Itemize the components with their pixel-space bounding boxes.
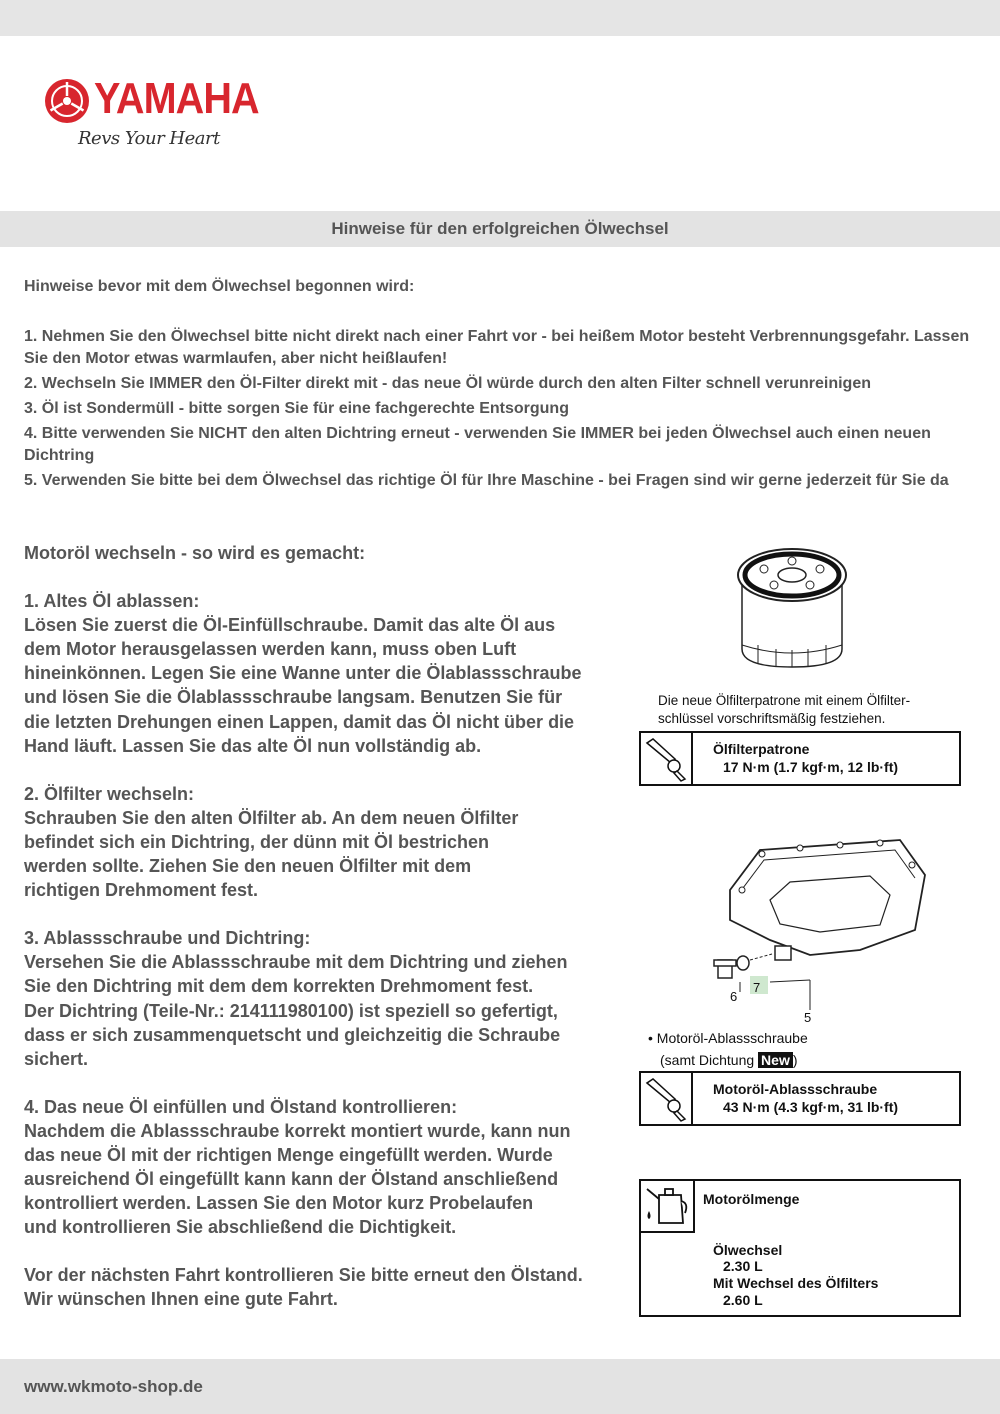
step-body: Lösen Sie zuerst die Öl-Einfüllschraube. Damit das alte Öl aus dem Motor herausgelassen werden kann, muss oben Luft hineinkönnen. Legen Sie eine Wanne unter die Ölablassschraube und lösen Sie die Ölablassschraube langsam. Benutzen Sie für die letzten Drehungen einen Lappen, damit das Öl nicht über die Hand läuft. Lassen Sie das alte Öl nun vollständig ab. — [24, 615, 582, 756]
brand-slogan: Revs Your Heart — [78, 128, 220, 149]
closing-text: Vor der nächsten Fahrt kontrollieren Sie bitte erneut den Ölstand. Wir wünschen Ihnen eine gute Fahrt. — [24, 1265, 583, 1310]
oil-filter-illustration — [730, 537, 855, 672]
drain-bolt-caption — [648, 1027, 808, 1071]
oil-change-value: 2.30 L — [723, 1258, 763, 1274]
oil-can-icon — [641, 1181, 695, 1233]
caption-suffix: ) — [792, 1052, 798, 1068]
step-body: Versehen Sie die Ablassschraube mit dem Dichtring und ziehen Sie den Dichtring mit dem dem korrekten Drehmoment fest. Der Dichtring (Teile-Nr.: 214111980100) ist speziell so gefertigt, dass er sich zusammenquetscht und gleichzeitig die Schraube sichert. — [24, 952, 568, 1069]
note-item: 2. Wechseln Sie IMMER den Öl-Filter direkt mit - das neue Öl würde durch den alten Filter schnell verunreinigen — [24, 375, 871, 392]
callout-6: 6 — [730, 989, 738, 1004]
step-title: 2. Ölfilter wechseln: — [24, 783, 195, 804]
step-title: 4. Das neue Öl einfüllen und Ölstand kontrollieren: — [24, 1096, 458, 1117]
oil-quantity-box — [639, 1179, 961, 1317]
caption-prefix: (samt Dichtung — [660, 1052, 759, 1068]
torque-wrench-icon — [641, 733, 693, 784]
step-title: 1. Altes Öl ablassen: — [24, 591, 200, 612]
oil-filter-value: 2.60 L — [723, 1292, 763, 1308]
filter-spec-value: 17 N·m (1.7 kgf·m, 12 lb·ft) — [723, 759, 899, 775]
filter-spec-label: Ölfilterpatrone — [713, 741, 810, 757]
notes-list — [24, 326, 974, 495]
torque-wrench-icon — [641, 1073, 693, 1124]
drain-spec-label: Motoröl-Ablassschraube — [713, 1081, 878, 1097]
yamaha-emblem-icon — [42, 76, 92, 126]
filter-torque-spec — [639, 731, 961, 786]
step-title: 3. Ablassschraube und Dichtring: — [24, 928, 311, 949]
yamaha-logo — [42, 72, 282, 162]
callout-7: 7 — [753, 980, 761, 995]
new-badge: New — [758, 1052, 793, 1068]
page-title: Hinweise für den erfolgreichen Ölwechsel — [0, 211, 1000, 247]
oil-box-title: Motorölmenge — [703, 1191, 800, 1207]
procedure-heading: Motoröl wechseln - so wird es gemacht: — [24, 543, 366, 563]
oil-pan-illustration — [700, 820, 930, 1010]
footer — [0, 1359, 1000, 1414]
drain-bolt-caption-line1: • Motoröl-Ablassschraube — [648, 1030, 808, 1046]
callout-5: 5 — [804, 1010, 812, 1025]
note-item: 4. Bitte verwenden Sie NICHT den alten Dichtring erneut - verwenden Sie IMMER bei jeden Ölwechsel auch einen neuen Dichtring — [24, 425, 931, 464]
intro-heading: Hinweise bevor mit dem Ölwechsel begonnen wird: — [24, 278, 415, 295]
step-body: Schrauben Sie den alten Ölfilter ab. An dem neuen Ölfilter befindet sich ein Dichtring, der dünn mit Öl bestrichen werden sollte. Ziehen Sie den neuen Ölfilter mit dem richtigen Drehmoment fest. — [24, 807, 519, 901]
oil-filter-label: Mit Wechsel des Ölfilters — [713, 1275, 879, 1291]
top-band — [0, 0, 1000, 36]
footer-url[interactable]: www.wkmoto-shop.de — [24, 1377, 203, 1396]
procedure-section — [24, 541, 634, 1312]
note-item: 5. Verwenden Sie bitte bei dem Ölwechsel das richtige Öl für Ihre Maschine - bei Fragen sind wir gerne jederzeit für Sie da — [24, 472, 949, 489]
note-item: 3. Öl ist Sondermüll - bitte sorgen Sie für eine fachgerechte Entsorgung — [24, 400, 569, 417]
drain-bolt-caption-line2 — [648, 1049, 808, 1071]
oil-change-label: Ölwechsel — [713, 1242, 783, 1258]
brand-name: YAMAHA — [94, 74, 259, 123]
note-item: 1. Nehmen Sie den Ölwechsel bitte nicht direkt nach einer Fahrt vor - bei heißem Motor besteht Verbrennungsgefahr. Lassen Sie den Motor etwas warmlaufen, aber nicht heißlaufen! — [24, 328, 970, 367]
drain-spec-value: 43 N·m (4.3 kgf·m, 31 lb·ft) — [723, 1099, 899, 1115]
filter-caption: Die neue Ölfilterpatrone mit einem Ölfilter- schlüssel vorschriftsmäßig festziehen. — [658, 693, 911, 726]
drain-bolt-torque-spec — [639, 1071, 961, 1126]
step-body: Nachdem die Ablassschraube korrekt montiert wurde, kann nun das neue Öl mit der richtigen Menge eingefüllt werden. Wurde ausreichend Öl eingefüllt kann kann der Ölstand anschließend kontrolliert werden. Lassen Sie den Motor kurz Probelaufen und kontrollieren Sie abschließend die Dichtigkeit. — [24, 1120, 571, 1238]
